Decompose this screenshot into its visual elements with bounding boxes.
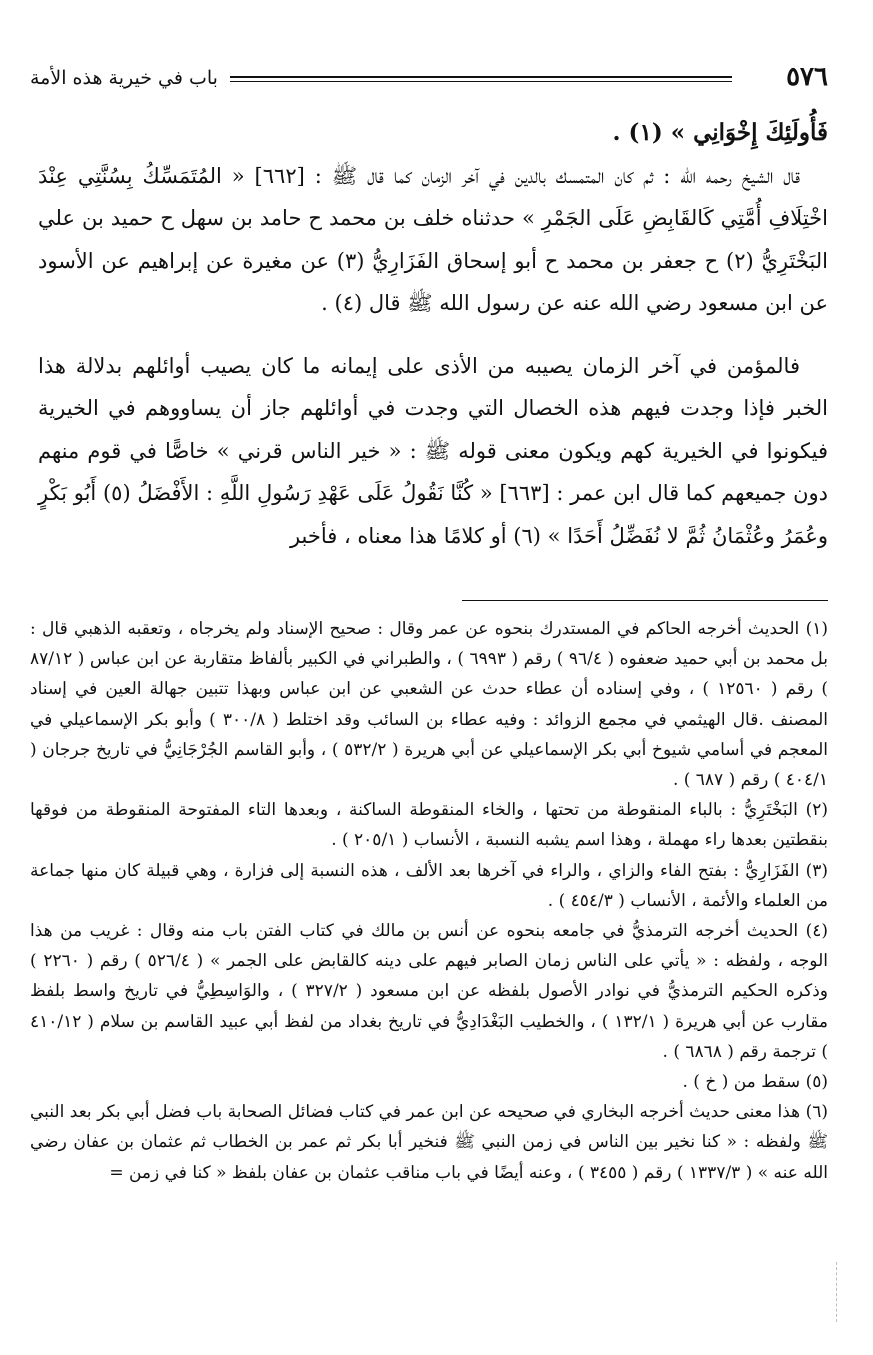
- main-text: [38, 112, 828, 557]
- footnote-2: (٢) البَخْتَرِيُّ : بالباء المنقوطة من تحتها ، والخاء المنقوطة الساكنة ، وبعدها التاء المفتوحة المنقوطة من فوقها بنقطتين بعدها راء مهملة ، وهذا اسم يشبه النسبة ، الأنساب ( ٢٠٥/١ ) .: [30, 800, 828, 851]
- main-paragraph-1: قال الشيخ رحمه الله : ثم كان المتمسك بالدين في آخر الزمان كما قال ﷺ : [٦٦٢] « المُتَمَسِّكُ بِسُنَّتِي عِنْدَ اخْتِلَافِ أُمَّتِي كَالقَابِضِ عَلَى الجَمْرِ » حدثناه خلف بن محمد ح حامد بن سهل ح حميد بن علي البَخْتَرِيُّ (٢) ح جعفر بن محمد ح أبو إسحاق الفَزَارِيُّ (٣) عن مغيرة عن إبراهيم عن الأسود عن ابن مسعود رضي الله عنه عن رسول الله ﷺ قال (٤) .: [38, 163, 828, 315]
- header-rule: [230, 76, 732, 82]
- main-paragraph-2: فالمؤمن في آخر الزمان يصيبه من الأذى على إيمانه ما كان يصيب أوائلهم بدلالة هذا الخبر فإذا وجدت فيهم هذه الخصال التي وجدت في أوائلهم جاز أن يساووهم في الخيرية فيكونوا في الخيرية كهم ويكون معنى قوله ﷺ : « خير الناس قرني » خاصًّا في قوم منهم دون جميعهم كما قال ابن عمر : [٦٦٣] « كُنَّا نَقُولُ عَلَى عَهْدِ رَسُولِ اللَّهِ : الأَفْضَلُ (٥) أَبُو بَكْرٍ وعُمَرُ وعُثْمَانُ ثُمَّ لا نُفَضِّلُ أَحَدًا » (٦) أو كلامًا هذا معناه ، فأخبر: [38, 353, 829, 548]
- footnote-1: (١) الحديث أخرجه الحاكم في المستدرك بنحوه عن عمر وقال : صحيح الإسناد ولم يخرجاه ، وتعقبه الذهبي قال : بل محمد بن أبي حميد ضعفوه ( ٩٦/٤ ) رقم ( ٦٩٩٣ ) ، والطبراني في الكبير بألفاظ متقاربة عن ابن عباس ( ٨٧/١٢ ) رقم ( ١٢٥٦٠ ) ، وفي إسناده أن عطاء حدث عن الشعبي عن ابن عباس وبهذا تتبين جهالة العين في إسناد المصنف .قال الهيثمي في مجمع الزوائد : وفيه عطاء بن السائب وقد اختلط ( ٣٠٠/٨ ) وأبو بكر الإسماعيلي في المعجم في أسامي شيوخ أبي بكر الإسماعيلي عن أبي هريرة ( ٥٣٢/٢ ) ، وأبو القاسم الجُرْجَانِيُّ في تاريخ جرجان ( ٤٠٤/١ ) رقم ( ٦٨٧ ) .: [30, 619, 829, 791]
- page-header: [30, 60, 828, 100]
- margin-mark: [836, 1262, 838, 1322]
- page-number: ٥٧٦: [786, 62, 828, 92]
- footnote-separator: [462, 600, 828, 601]
- footnotes: [30, 614, 828, 1188]
- running-title: باب في خيرية هذه الأمة: [30, 67, 218, 89]
- footnote-3: (٣) الفَزَارِيُّ : بفتح الفاء والزاي ، والراء في آخرها بعد الألف ، هذه النسبة إلى فزارة ، وهي قبيلة كان منها جماعة من العلماء والأئمة ، الأنساب ( ٤٥٤/٣ ) .: [30, 860, 828, 911]
- footnote-5: (٥) سقط من ( خ ) .: [682, 1072, 828, 1093]
- opening-line: فَأُولَئِكَ إِخْوَانِي » (١) .: [612, 119, 828, 146]
- footnote-4: (٤) الحديث أخرجه الترمذيُّ في جامعه بنحوه عن أنس بن مالك في كتاب الفتن باب منه وقال : غريب من هذا الوجه ، ولفظه : « يأتي على الناس زمان الصابر فيهم على دينه كالقابض على الجمر » ( ٥٢٦/٤ ) رقم ( ٢٢٦٠ ) وذكره الحكيم الترمذيُّ في نوادر الأصول بلفظه عن ابن مسعود ( ٣٢٧/٢ ) ، والوَاسِطِيُّ في تاريخ واسط بلفظ مقارب عن أبي هريرة ( ١٣٢/١ ) ، والخطيب البَغْدَادِيُّ في تاريخ بغداد من لفظ أبي عبيد القاسم بن سلام ( ٤١٠/١٢ ) ترجمة رقم ( ٦٨٦٨ ) .: [30, 921, 828, 1062]
- footnote-6: (٦) هذا معنى حديث أخرجه البخاري في صحيحه عن ابن عمر في كتاب فضائل الصحابة باب فضل أبي بكر بعد النبي ﷺ ولفظه : « كنا نخير بين الناس في زمن النبي ﷺ فنخير أبا بكر ثم عمر بن الخطاب ثم عثمان بن عفان رضي الله عنه » ( ١٣٣٧/٣ ) رقم ( ٣٤٥٥ ) ، وعنه أيضًا في باب مناقب عثمان بن عفان بلفظ « كنا في زمن =: [30, 1102, 828, 1183]
